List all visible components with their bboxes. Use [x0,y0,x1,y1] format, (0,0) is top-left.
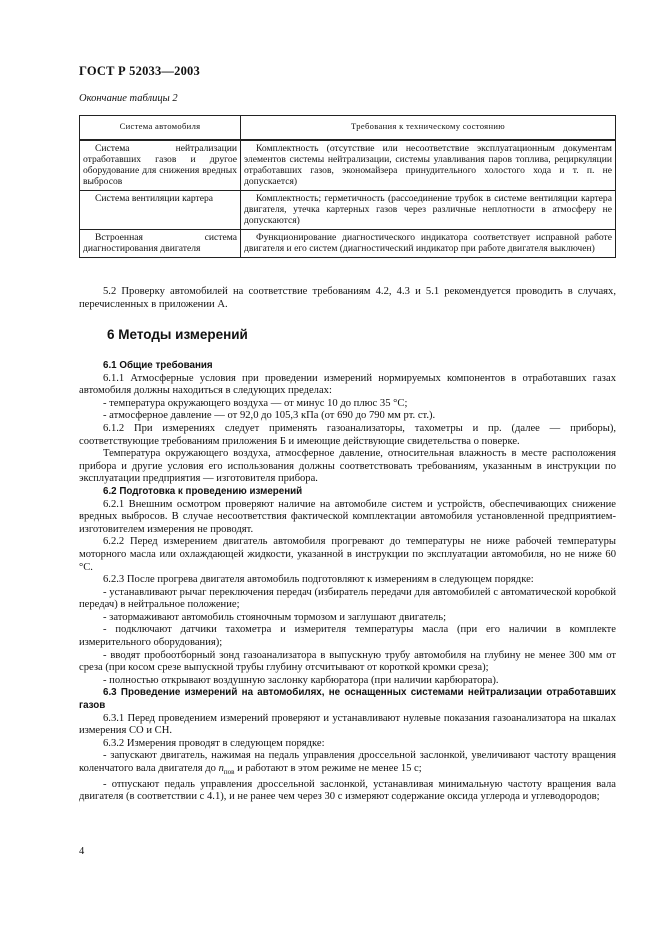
list-item [79,750,616,778]
table-continuation-label: Окончание таблицы 2 [79,93,178,104]
clause-5-2 [79,286,616,311]
list-item: - устанавливают рычаг переключения передач (избиратель передачи для автомобилей с автоматической коробкой передач) в нейтральное положение; [79,586,616,611]
paragraph: 6.3.1 Перед проведением измерений проверяют и устанавливают нулевые показания газоанализатора на шкалах измерения СО и СН. [79,712,616,737]
list-item: - затормаживают автомобиль стояночным тормозом и заглушают двигатель; [103,611,447,623]
paragraph: 6.1.2 При измерениях следует применять газоанализаторы, тахометры и пр. (далее — приборы), соответствующие требованиям приложения Б и имеющие действующие свидетельства о поверке. [79,422,616,447]
list-item: - атмосферное давление — от 92,0 до 105,3 кПа (от 690 до 790 мм рт. ст.). [103,410,436,422]
requirements-table [79,115,616,258]
list-item: - вводят пробоотборный зонд газоанализатора в выпускную трубу автомобиля на глубину не менее 300 мм от среза (при косом срезе выпускной трубы глубину отсчитывают от короткой кромки среза); [79,649,616,674]
document-number: ГОСТ Р 52033—2003 [79,64,200,78]
symbol-subscript: пов [223,768,235,777]
table-row [80,230,616,258]
table-header-row [80,116,616,141]
paragraph: 6.3.2 Измерения проводят в следующем порядке: [103,737,325,749]
table-header-requirements: Требования к техническому состоянию [241,116,616,141]
table-cell-requirement: Функционирование диагностического индикатора соответствует исправной работе двигателя и его систем (диагностический индикатор при работе двигателя выключен) [241,230,616,258]
section-6-title: 6 Методы измерений [107,327,248,342]
paragraph: Температура окружающего воздуха, атмосферное давление, относительная влажность в месте расположения прибора и другие условия его использования должны соответствовать требованиям, указанным в инструкции по эксплуатации предприятия — изготовителя прибора. [79,448,616,485]
page-number: 4 [79,846,85,857]
section-6-body [79,360,616,804]
list-item: - температура окружающего воздуха — от минус 10 до плюс 35 °С; [103,397,408,409]
table-cell-system: Встроенная система диагностирования двигателя [80,230,241,258]
subsection-6-1-title: 6.1 Общие требования [103,360,213,371]
text-run: и работают в этом режиме не менее 15 с; [234,763,422,774]
subsection-6-3-title: 6.3 Проведение измерений на автомобилях, не оснащенных системами нейтрализации отработавших газов [79,687,616,712]
table-cell-system: Система нейтрализации отработавших газов и другое оборудование для снижения вредных выбросов [80,140,241,191]
paragraph: 6.2.3 После прогрева двигателя автомобиль подготовляют к измерениям в следующем порядке: [103,574,534,586]
table-row [80,191,616,230]
paragraph: 6.2.2 Перед измерением двигатель автомобиля прогревают до температуры не ниже рабочей температуры моторного масла или охлаждающей жидкости, указанной в инструкции по эксплуатации автомобиля, но не ниже 60 °С. [79,536,616,573]
table-cell-system: Система вентиляции картера [80,191,241,230]
table-row [80,140,616,191]
symbol-n: n [218,763,224,774]
paragraph: 6.2.1 Внешним осмотром проверяют наличие на автомобиле систем и устройств, обеспечивающих снижение вредных выбросов. В случае несоответствия фактической комплектации автомобиля установленной предприятием-изготовителем измерения не проводят. [79,498,616,535]
paragraph: 6.1.1 Атмосферные условия при проведении измерений нормируемых компонентов в отработавших газах автомобиля должны находиться в следующих пределах: [79,372,616,397]
list-item: - полностью открывают воздушную заслонку карбюратора (при наличии карбюратора). [103,674,499,686]
list-item: - подключают датчики тахометра и измерителя температуры масла (при его наличии в комплекте измерительного оборудования); [79,624,616,649]
table-header-system: Система автомобиля [80,116,241,141]
paragraph: 5.2 Проверку автомобилей на соответствие требованиям 4.2, 4.3 и 5.1 рекомендуется проводить в случаях, перечисленных в приложении А. [79,286,616,310]
list-item: - отпускают педаль управления дроссельной заслонкой, устанавливая минимальную частоту вращения вала двигателя (в соответствии с 4.1), и не ранее чем через 30 с измеряют содержание оксида углерода и углеводородов; [79,778,616,803]
subsection-6-2-title: 6.2 Подготовка к проведению измерений [103,485,303,497]
table-cell-requirement: Комплектность (отсутствие или несоответствие эксплуатационным документам элементов системы нейтрализации, системы улавливания паров топлива, рециркуляции отработавших газов, экономайзера принудительного холостого хода и т. п. не допускается) [241,140,616,191]
table-cell-requirement: Комплектность; герметичность (рассоединение трубок в системе вентиляции картера двигателя, утечка картерных газов через различные неплотности в атмосферу не допускаются) [241,191,616,230]
text-run: - запускают двигатель, нажимая на педаль управления дроссельной заслонкой, увеличивают частоту вращения коленчатого вала двигателя до [79,750,616,774]
